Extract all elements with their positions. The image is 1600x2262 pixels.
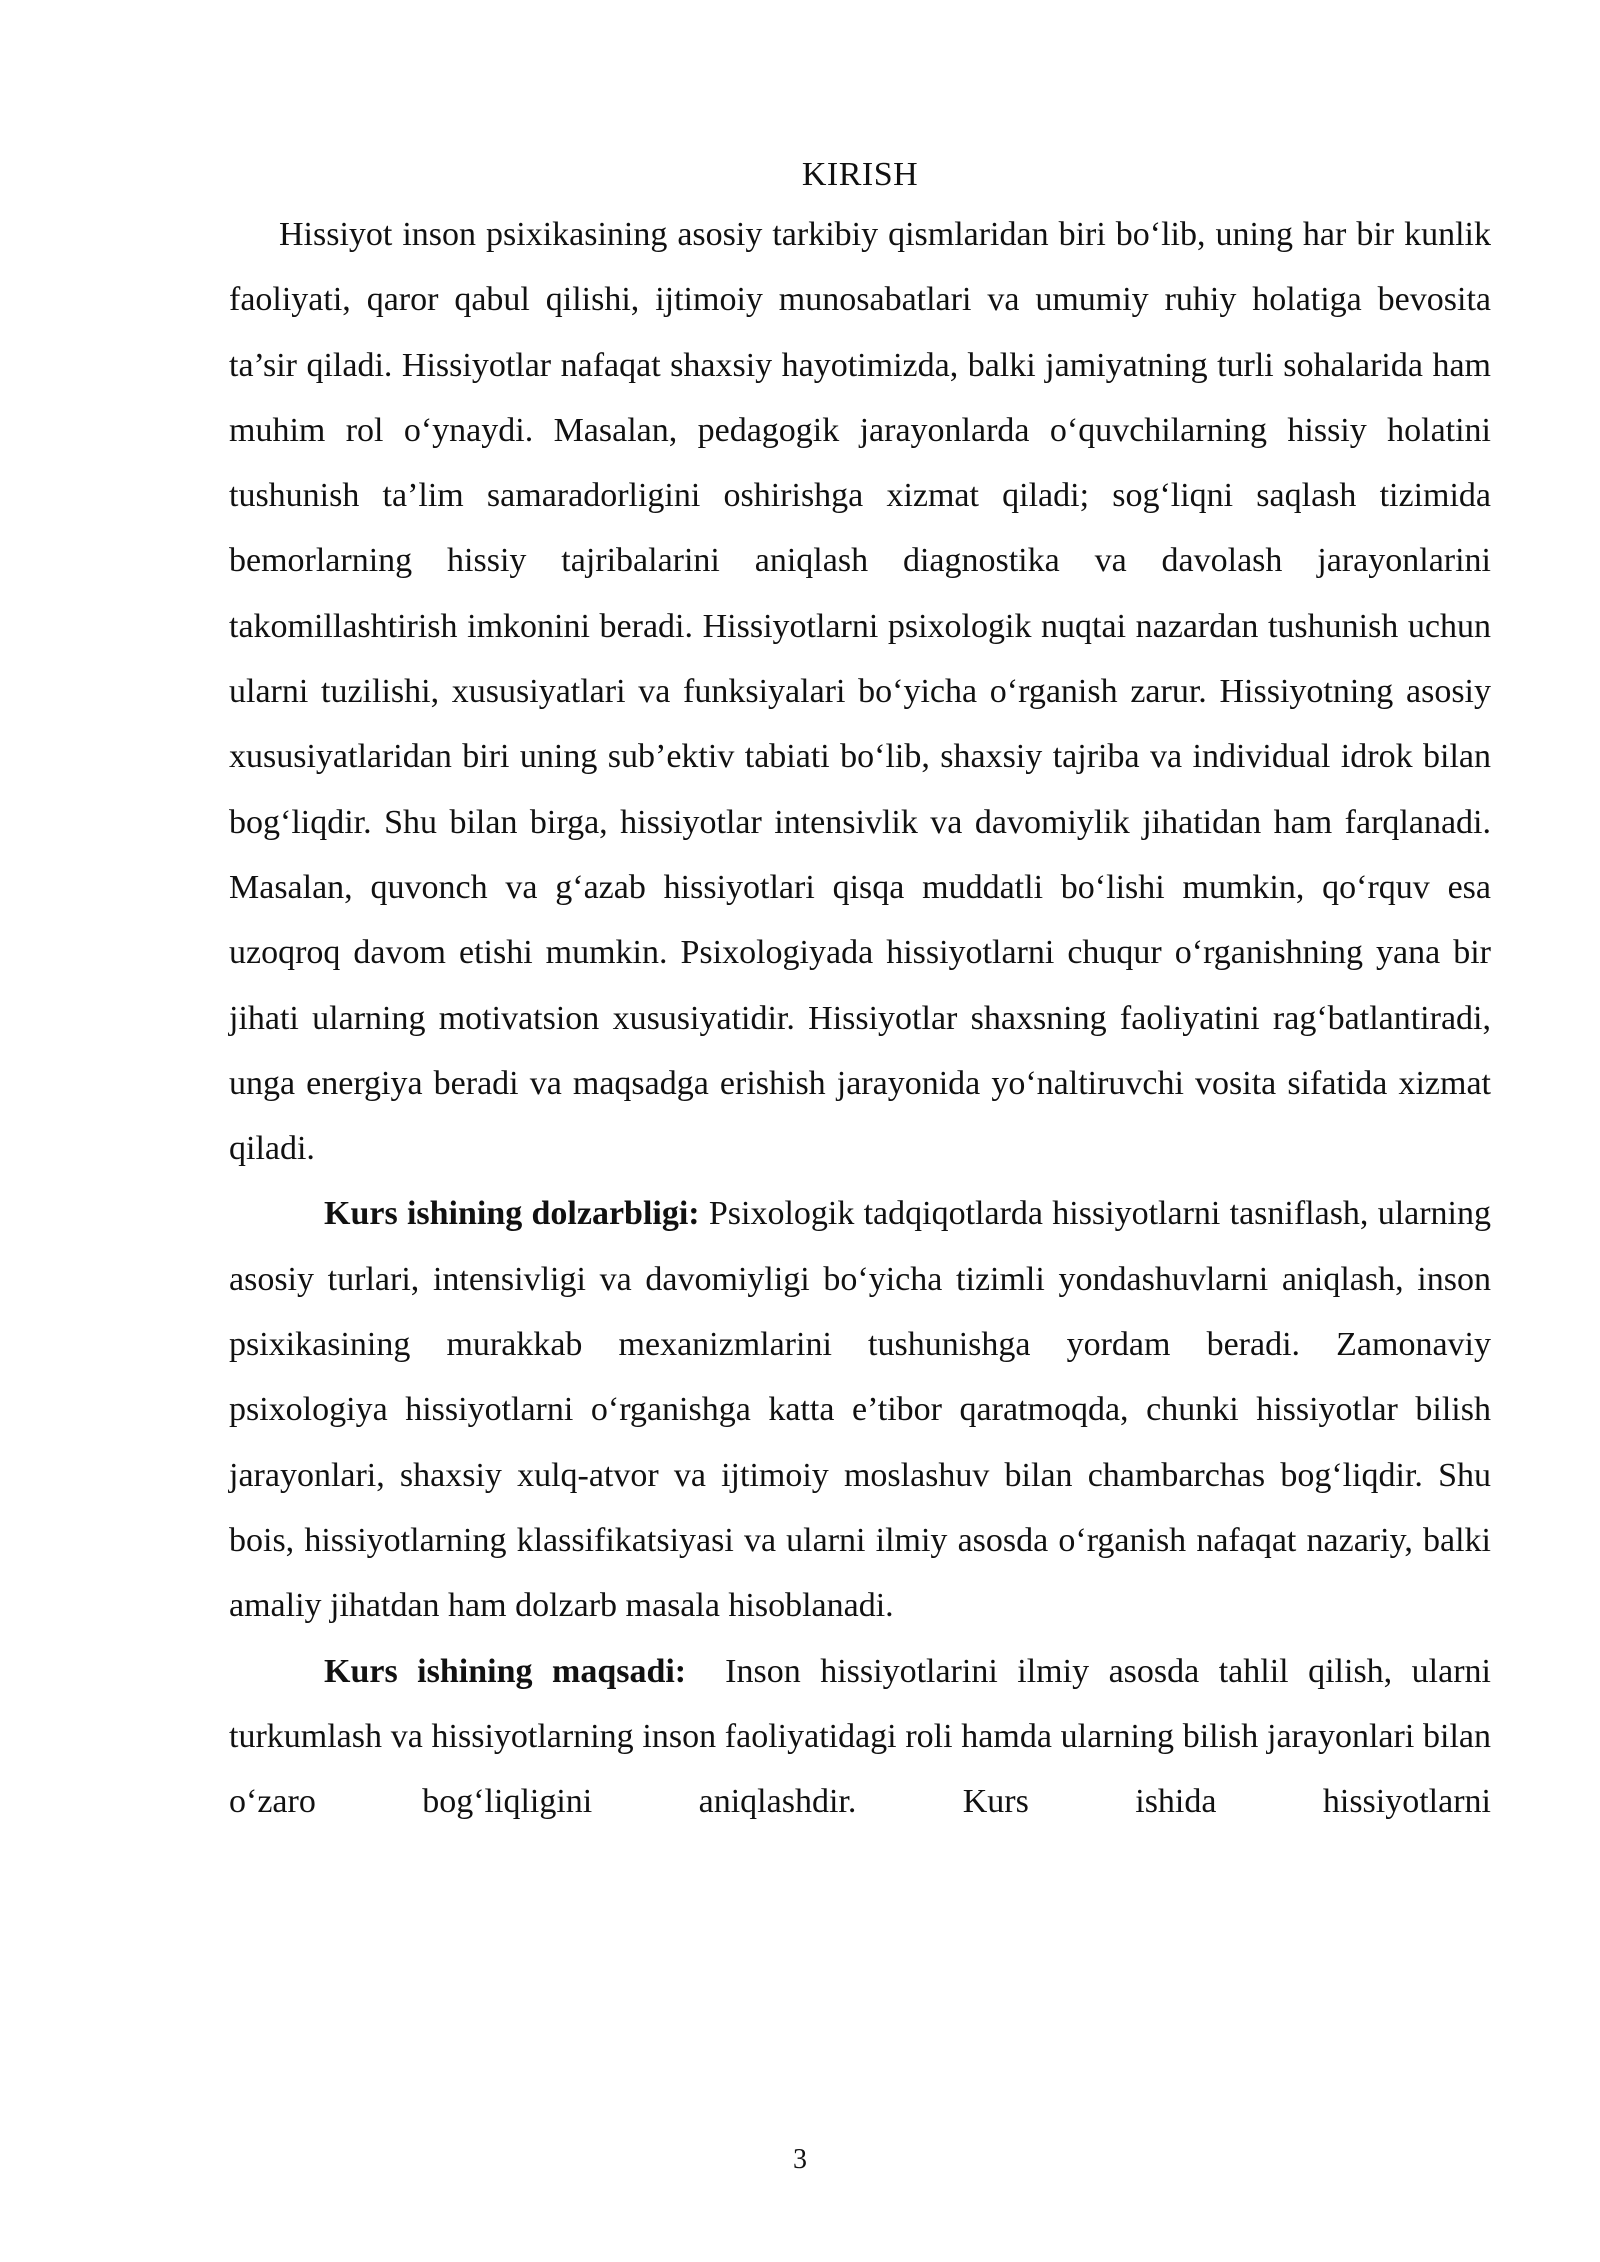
paragraph-intro-text: Hissiyot inson psixikasining asosiy tarkibiy qismlaridan biri bo‘lib, uning har bir kunlik faoliyati, qaror qabul qilishi, ijtimoiy munosabatlari va umumiy ruhiy holatiga bevosita ta’sir qiladi. Hissiyotlar nafaqat shaxsiy hayotimizda, balki jamiyatning turli sohalarida ham muhim rol o‘ynaydi. Masalan, pedagogik jarayonlarda o‘quvchilarning hissiy holatini tushunish ta’lim samaradorligini oshirishga xizmat qiladi; sog‘liqni saqlash tizimida bemorlarning hissiy tajribalarini aniqlash diagnostika va davolash jarayonlarini takomillashtirish imkonini beradi. Hissiyotlarni psixologik nuqtai nazardan tushunish uchun ularni tuzilishi, xususiyatlari va funksiyalari bo‘yicha o‘rganish zarur. Hissiyotning asosiy xususiyatlaridan biri uning sub’ektiv tabiati bo‘lib, shaxsiy tajriba va individual idrok bilan bog‘liqdir. Shu bilan birga, hissiyotlar intensivlik va davomiylik jihatidan ham farqlanadi. Masalan, quvonch va g‘azab hissiyotlari qisqa muddatli bo‘lishi mumkin, qo‘rquv esa uzoqroq davom etishi mumkin. Psixologiyada hissiyotlarni chuqur o‘rganishning yana bir jihati ularning motivatsion xususiyatidir. Hissiyotlar shaxsning faoliyatini rag‘batlantiradi, unga energiya beradi va maqsadga erishish jarayonida yo‘naltiruvchi vosita sifatida xizmat qiladi. [229, 216, 1491, 1168]
section-heading: KIRISH [801, 156, 919, 193]
document-page [229, 150, 1500, 1834]
paragraph-goal-lead: Kurs ishining maqsadi: [324, 1652, 687, 1690]
paragraph-goal-text: Inson hissiyotlarini ilmiy asosda tahlil qilish, ularni turkumlash va hissiyotlarning inson faoliyatidagi roli hamda ularning bilish jarayonlari bilan o‘zaro bog‘liqligini aniqlashdir. Kurs ishida hissiyotlarni [229, 1652, 1500, 1821]
paragraph-goal [229, 1639, 1500, 1835]
page-number: 3 [793, 2144, 807, 2175]
paragraph-relevance-text: Psixologik tadqiqotlarda hissiyotlarni tasniflash, ularning asosiy turlari, intensivligi va davomiyligi bo‘yicha tizimli yondashuvlarni aniqlash, inson psixikasining murakkab mexanizmlarini tushunishga yordam beradi. Zamonaviy psixologiya hissiyotlarni o‘rganishga katta e’tibor qaratmoqda, chunki hissiyotlar bilish jarayonlari, shaxsiy xulq-atvor va ijtimoiy moslashuv bilan chambarchas bog‘liqdir. Shu bois, hissiyotlarning klassifikatsiyasi va ularni ilmiy asosda o‘rganish nafaqat nazariy, balki amaliy jihatdan ham dolzarb masala hisoblanadi. [229, 1195, 1491, 1625]
paragraph-intro [229, 202, 1491, 1181]
paragraph-relevance [229, 1181, 1491, 1638]
paragraph-relevance-lead: Kurs ishining dolzarbligi: [324, 1195, 700, 1233]
